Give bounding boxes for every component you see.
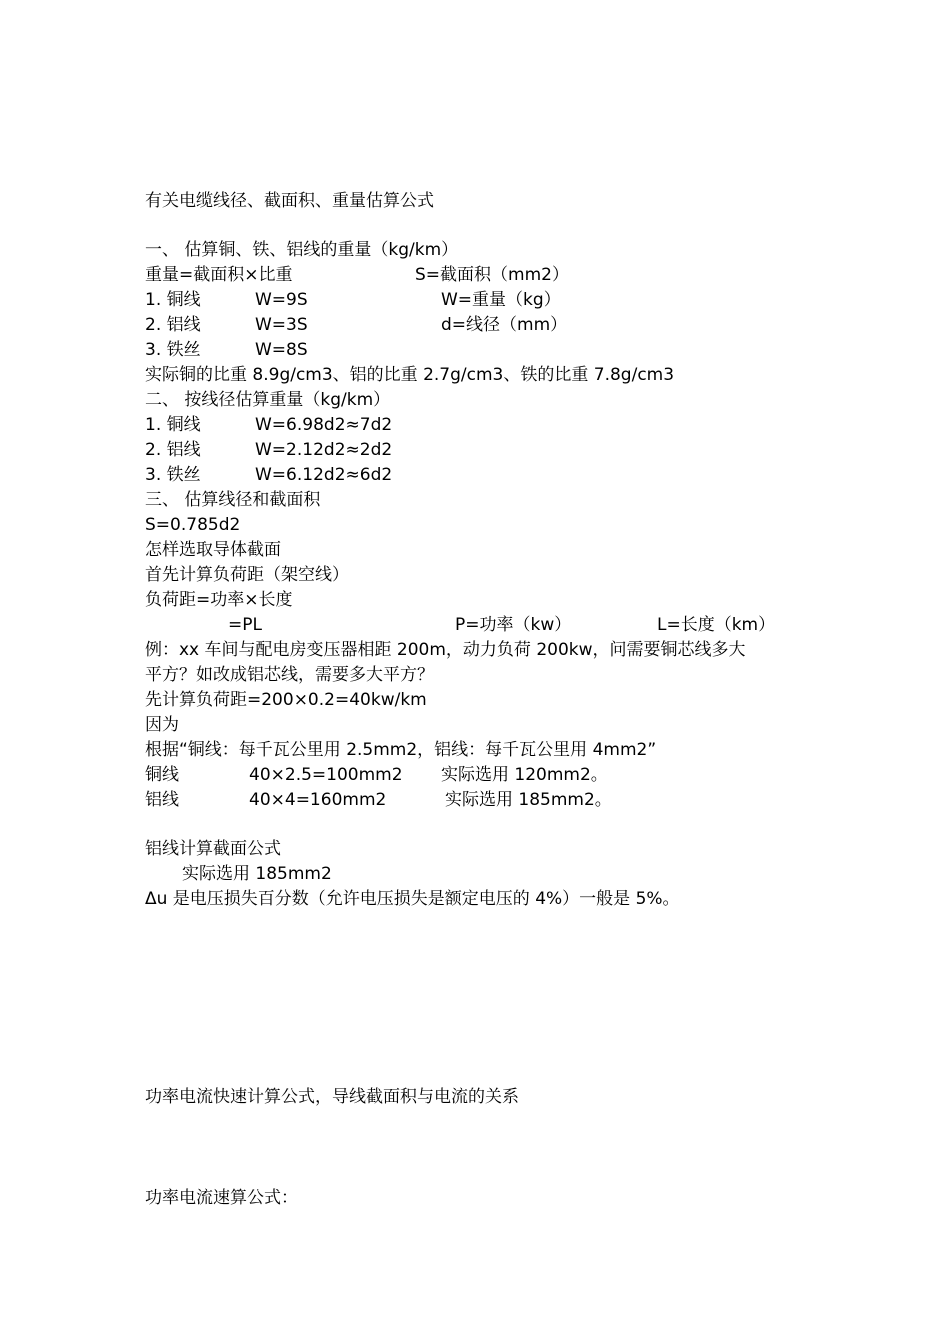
section-2-heading: 二、 按线径估算重量（kg/km） <box>145 390 391 410</box>
s1-row-note: d=线径（mm） <box>441 315 568 335</box>
example-line: 例：xx 车间与配电房变压器相距 200m，动力负荷 200kw，问需要铜芯线多大 <box>145 640 746 660</box>
section-4-title: 功率电流快速计算公式，导线截面积与电流的关系 <box>145 1087 519 1107</box>
copper-selection: 实际选用 120mm2。 <box>441 765 608 785</box>
aluminum-selection: 实际选用 185mm2。 <box>445 790 612 810</box>
selection-question: 怎样选取导体截面 <box>145 540 281 560</box>
s1-row-formula: W=9S <box>255 290 308 310</box>
copper-label: 铜线 <box>145 765 179 785</box>
area-formula: S=0.785d2 <box>145 515 241 535</box>
voltage-loss-note: Δu 是电压损失百分数（允许电压损失是额定电压的 4%）一般是 5%。 <box>145 889 680 909</box>
s2-row-label: 1. 铜线 <box>145 415 201 435</box>
weight-formula: 重量=截面积×比重 <box>145 265 293 285</box>
doc-title: 有关电缆线径、截面积、重量估算公式 <box>145 191 434 211</box>
section-4-subtitle: 功率电流速算公式： <box>145 1188 298 1208</box>
s1-row-note: W=重量（kg） <box>441 290 561 310</box>
s1-row-formula: W=8S <box>255 340 308 360</box>
basis-quote: 根据“铜线：每千瓦公里用 2.5mm2，铝线：每千瓦公里用 4mm2” <box>145 740 657 760</box>
load-distance-definition: 负荷距=功率×长度 <box>145 590 293 610</box>
example-line: 平方？如改成铝芯线，需要多大平方？ <box>145 665 434 685</box>
s2-row-label: 3. 铁丝 <box>145 465 201 485</box>
s1-row-label: 2. 铝线 <box>145 315 201 335</box>
length-definition: L=长度（km） <box>657 615 776 635</box>
s1-row-label: 1. 铜线 <box>145 290 201 310</box>
s2-row-label: 2. 铝线 <box>145 440 201 460</box>
section-1-heading: 一、 估算铜、铁、铝线的重量（kg/km） <box>145 240 459 260</box>
aluminum-formula-title: 铝线计算截面公式 <box>145 839 281 859</box>
s2-row-formula: W=2.12d2≈2d2 <box>255 440 393 460</box>
power-definition: P=功率（kw） <box>455 615 572 635</box>
step-one: 首先计算负荷距（架空线） <box>145 565 349 585</box>
pl-formula: =PL <box>228 615 262 635</box>
section-3-heading: 三、 估算线径和截面积 <box>145 490 321 510</box>
density-note: 实际铜的比重 8.9g/cm3、铝的比重 2.7g/cm3、铁的比重 7.8g/cm3 <box>145 365 675 385</box>
aluminum-label: 铝线 <box>145 790 179 810</box>
because: 因为 <box>145 715 179 735</box>
s2-row-formula: W=6.12d2≈6d2 <box>255 465 393 485</box>
aluminum-formula-selection: 实际选用 185mm2 <box>182 864 332 884</box>
area-definition: S=截面积（mm2） <box>415 265 569 285</box>
copper-calc: 40×2.5=100mm2 <box>249 765 403 785</box>
s1-row-formula: W=3S <box>255 315 308 335</box>
aluminum-calc: 40×4=160mm2 <box>249 790 387 810</box>
load-calc: 先计算负荷距=200×0.2=40kw/km <box>145 690 427 710</box>
s1-row-label: 3. 铁丝 <box>145 340 201 360</box>
s2-row-formula: W=6.98d2≈7d2 <box>255 415 393 435</box>
